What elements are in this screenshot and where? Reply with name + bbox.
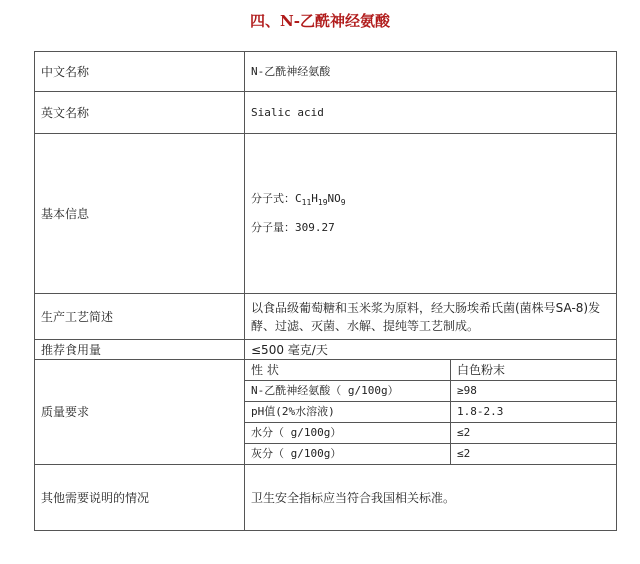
dosage-value: ≤500 毫克/天 [245,340,617,360]
table-row [35,360,617,381]
quality-item-name: 性 状 [245,360,451,381]
basic-info-value [245,134,617,294]
row-label-process: 生产工艺简述 [35,294,245,340]
quality-item-value: ≤2 [451,423,617,444]
page-title: 四、N-乙酰神经氨酸 [250,12,390,30]
process-value: 以食品级葡萄糖和玉米浆为原料，经大肠埃希氏菌(菌株号SA-8)发酵、过滤、灭菌、水解、提纯等工艺制成。 [245,294,617,340]
table-row [35,52,617,92]
table-row [35,92,617,134]
row-label-en-name: 英文名称 [35,92,245,134]
quality-item-name: 水分（ g/100g） [245,423,451,444]
table-row [35,294,617,340]
en-name-value: Sialic acid [245,92,617,134]
table-row [35,134,617,294]
row-label-cn-name: 中文名称 [35,52,245,92]
quality-item-name: N-乙酰神经氨酸（ g/100g） [245,381,451,402]
row-label-dosage: 推荐食用量 [35,340,245,360]
row-label-other: 其他需要说明的情况 [35,465,245,531]
other-value: 卫生安全指标应当符合我国相关标准。 [245,465,617,531]
row-label-basic-info: 基本信息 [35,134,245,294]
cn-name-value: N-乙酰神经氨酸 [245,52,617,92]
row-label-quality: 质量要求 [35,360,245,465]
quality-item-name: 灰分（ g/100g） [245,444,451,465]
quality-item-value: 1.8-2.3 [451,402,617,423]
molecular-weight: 分子量：309.27 [251,220,335,234]
table-row [35,465,617,531]
table-row [35,340,617,360]
quality-item-name: pH值(2%水溶液) [245,402,451,423]
molecular-formula: 分子式：$C_{11}H_{19}NO_9$ [251,192,346,208]
info-table [34,51,617,531]
quality-item-value: 白色粉末 [451,360,617,381]
quality-item-value: ≥98 [451,381,617,402]
quality-item-value: ≤2 [451,444,617,465]
